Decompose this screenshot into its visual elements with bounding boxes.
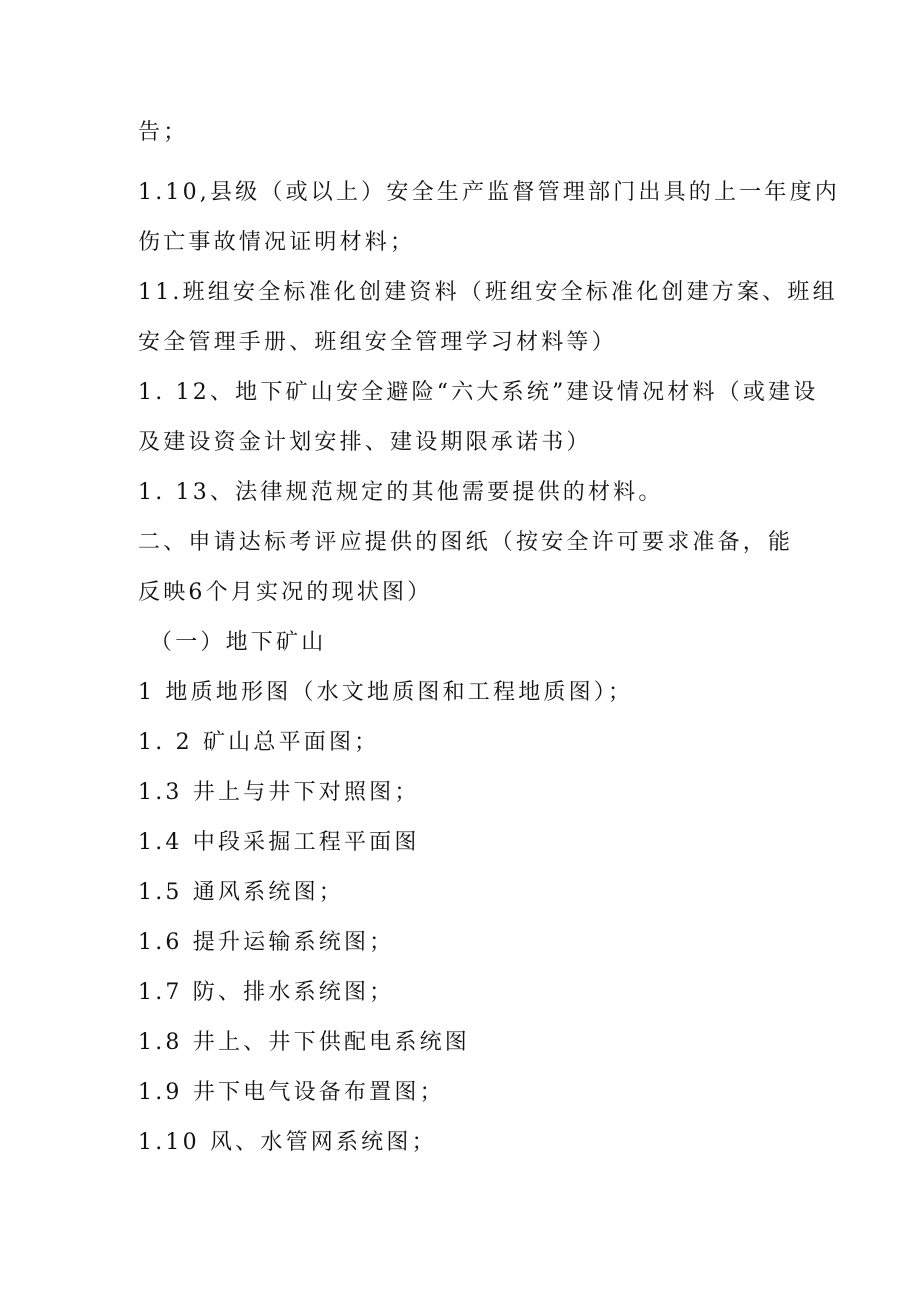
paragraph-line: 反映6个月实况的现状图） xyxy=(138,580,433,605)
paragraph-line: 11.班组安全标准化创建资料（班组安全标准化创建方案、班组 xyxy=(138,280,838,305)
list-item: 1.10 风、水管网系统图； xyxy=(138,1130,437,1155)
paragraph-line: 1. 12、地下矿山安全避险“六大系统”建设情况材料（或建设 xyxy=(138,380,819,405)
list-item: 1.5 通风系统图； xyxy=(138,880,344,905)
list-item: 1.6 提升运输系统图； xyxy=(138,930,395,955)
list-item: 1.7 防、排水系统图； xyxy=(138,980,395,1005)
paragraph-line: 1.10,县级（或以上）安全生产监督管理部门出具的上一年度内 xyxy=(138,180,840,205)
paragraph-line: 告； xyxy=(138,120,189,145)
list-item: 1.4 中段采掘工程平面图 xyxy=(138,830,420,855)
paragraph-line: 及建设资金计划安排、建设期限承诺书） xyxy=(138,430,592,455)
paragraph-line: 伤亡事故情况证明材料； xyxy=(138,230,416,255)
section-heading: 二、申请达标考评应提供的图纸（按安全许可要求准备，能 xyxy=(138,530,794,555)
list-item: 1.9 井下电气设备布置图； xyxy=(138,1080,445,1105)
list-item: 1 地质地形图（水文地质图和工程地质图）； xyxy=(138,680,634,705)
list-item: 1.3 井上与井下对照图； xyxy=(138,780,420,805)
list-item: 1.8 井上、井下供配电系统图 xyxy=(138,1030,470,1055)
subsection-heading: （一）地下矿山 xyxy=(150,630,327,655)
paragraph-line: 1. 13、法律规范规定的其他需要提供的材料。 xyxy=(138,480,664,505)
paragraph-line: 安全管理手册、班组安全管理学习材料等） xyxy=(138,330,617,355)
list-item: 1. 2 矿山总平面图； xyxy=(138,730,380,755)
